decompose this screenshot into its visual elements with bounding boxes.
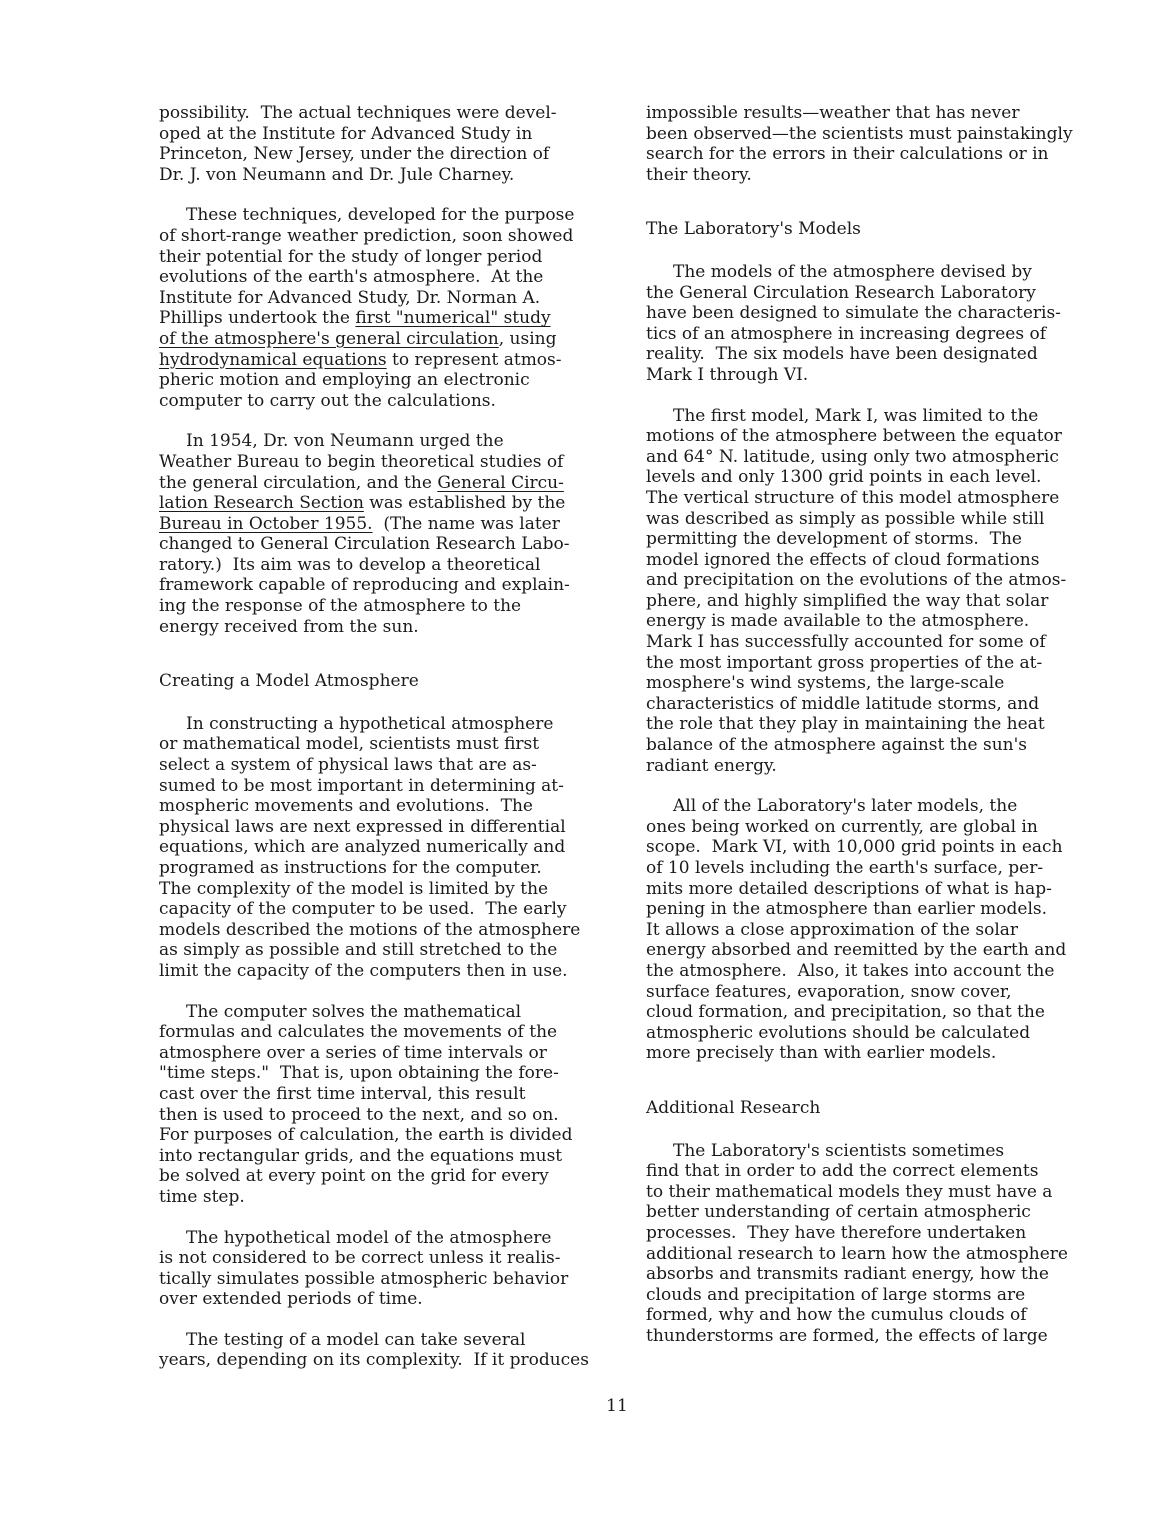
text-line: changed to General Circulation Research Labo- xyxy=(159,534,570,555)
underlined-phrase: lation Research Section xyxy=(159,493,364,514)
underlined-phrase: hydrodynamical equations xyxy=(159,349,387,370)
text-line: better understanding of certain atmospheric xyxy=(646,1202,1031,1223)
paragraph xyxy=(159,1330,607,1371)
text-line: additional research to learn how the atmosphere xyxy=(646,1243,1068,1264)
text-line: their theory. xyxy=(646,164,752,185)
text-line: The complexity of the model is limited by the xyxy=(159,878,549,899)
text-line: pening in the atmosphere than earlier models. xyxy=(646,899,1048,920)
text-line: The vertical structure of this model atmosphere xyxy=(646,487,1060,508)
text-line: cloud formation, and precipitation, so that the xyxy=(646,1002,1045,1023)
text-line: their potential for the study of longer period xyxy=(159,246,543,267)
text-line: physical laws are next expressed in differential xyxy=(159,816,566,837)
text-line: tically simulates possible atmospheric behavior xyxy=(159,1268,569,1289)
text-line: the General Circulation Research Laboratory xyxy=(646,282,1036,303)
text-line: Princeton, New Jersey, under the direction of xyxy=(159,144,550,165)
text-line: find that in order to add the correct elements xyxy=(646,1161,1039,1182)
text-line: In 1954, Dr. von Neumann urged the xyxy=(159,431,504,452)
text-line: search for the errors in their calculations or in xyxy=(646,144,1049,165)
text-line: balance of the atmosphere against the sun's xyxy=(646,735,1027,756)
text-line: Weather Bureau to begin theoretical studies of xyxy=(159,451,564,472)
text-line: atmosphere over a series of time intervals or xyxy=(159,1042,547,1063)
text-line: into rectangular grids, and the equations must xyxy=(159,1145,563,1166)
text-line: the atmosphere. Also, it takes into account the xyxy=(646,960,1055,981)
text-line: been observed—the scientists must painstakingly xyxy=(646,123,1073,144)
text-line: It allows a close approximation of the solar xyxy=(646,919,1019,940)
text-line: tics of an atmosphere in increasing degrees of xyxy=(646,323,1047,344)
text-line: surface features, evaporation, snow cover, xyxy=(646,981,1012,1002)
text-line: to their mathematical models they must have a xyxy=(646,1181,1053,1202)
text-line: The Laboratory's scientists sometimes xyxy=(646,1140,1005,1161)
text-line: motions of the atmosphere between the equator xyxy=(646,426,1062,447)
right-column xyxy=(646,103,1096,1346)
text-line: permitting the development of storms. The xyxy=(646,529,1022,550)
text-line: mosphere's wind systems, the large-scale xyxy=(646,673,1005,694)
text-line: formed, why and how the cumulus clouds of xyxy=(646,1305,1027,1326)
text-line: as simply as possible and still stretched to the xyxy=(159,940,558,961)
paragraph xyxy=(646,406,1096,777)
text-line: be solved at every point on the grid for every xyxy=(159,1166,549,1187)
text-line: pheric motion and employing an electronic xyxy=(159,370,530,391)
text-line: time step. xyxy=(159,1186,245,1207)
text-line: reality. The six models have been designated xyxy=(646,344,1038,365)
paragraph xyxy=(159,1002,607,1208)
text-line: programed as instructions for the computer. xyxy=(159,858,542,878)
text-line: the role that they play in maintaining the heat xyxy=(646,714,1045,735)
text-line: oped at the Institute for Advanced Study in xyxy=(159,123,533,144)
text-line: energy received from the sun. xyxy=(159,616,419,637)
text-line: The models of the atmosphere devised by xyxy=(646,261,1032,282)
text-line: energy is made available to the atmosphere. xyxy=(646,611,1030,632)
text-line: The testing of a model can take several xyxy=(159,1329,526,1350)
text-line: Dr. J. von Neumann and Dr. Jule Charney. xyxy=(159,164,515,185)
text-line: radiant energy. xyxy=(646,755,777,776)
paragraph xyxy=(646,103,1096,185)
paragraph xyxy=(646,1141,1096,1347)
text-line: The first model, Mark I, was limited to the xyxy=(646,405,1039,426)
text-line: limit the capacity of the computers then in use. xyxy=(159,960,568,981)
text-line: For purposes of calculation, the earth is divided xyxy=(159,1125,573,1146)
text-line: The computer solves the mathematical xyxy=(159,1001,522,1022)
underlined-phrase: first "numerical" study xyxy=(355,308,551,329)
text-line: ones being worked on currently, are global in xyxy=(646,816,1038,837)
text-line: In constructing a hypothetical atmosphere xyxy=(159,713,554,734)
text-line: or mathematical model, scientists must first xyxy=(159,734,540,755)
text-line: thunderstorms are formed, the effects of large xyxy=(646,1325,1048,1346)
section-heading: Additional Research xyxy=(646,1097,821,1118)
paragraph xyxy=(646,262,1096,386)
text-line: All of the Laboratory's later models, the xyxy=(646,796,1018,817)
page-number: 11 xyxy=(606,1396,628,1416)
text-line: was described as simply as possible while still xyxy=(646,508,1045,529)
text-line: framework capable of reproducing and explain- xyxy=(159,575,570,596)
text-line: The hypothetical model of the atmosphere xyxy=(159,1227,552,1248)
text-line: scope. Mark VI, with 10,000 grid points in each xyxy=(646,837,1063,858)
text-line: impossible results—weather that has never xyxy=(646,103,1020,123)
left-column xyxy=(159,103,607,1371)
text-line: more precisely than with earlier models. xyxy=(646,1043,997,1064)
text-line: formulas and calculates the movements of the xyxy=(159,1022,558,1043)
text-line: evolutions of the earth's atmosphere. At the xyxy=(159,267,544,288)
text-line: possibility. The actual techniques were devel- xyxy=(159,103,557,123)
text-line: of 10 levels including the earth's surface, per- xyxy=(646,858,1044,878)
text-line: and 64° N. latitude, using only two atmospheric xyxy=(646,446,1059,467)
paragraph: These techniques, developed for the purpose of short-range weather prediction, soon showed their potential for the study of longer period evolutions of the earth's atmosphere. At the Institute for Advanced Study, Dr. Norman A. Phillips undertook the first "numerical" study of the atmosphere's general circulation, using hydrodynamical equations to represent atmos- pheric motion and employing an electronic computer to carry out the calculations. xyxy=(159,205,607,411)
section-heading: The Laboratory's Models xyxy=(646,219,861,240)
text-line: Mark I has successfully accounted for some of xyxy=(646,632,1046,653)
text-line: "time steps." That is, upon obtaining the fore- xyxy=(159,1063,559,1084)
text-line: then is used to proceed to the next, and so on. xyxy=(159,1104,559,1125)
text-line: Mark I through VI. xyxy=(646,364,809,385)
text-line: These techniques, developed for the purpose xyxy=(159,205,575,226)
text-line: processes. They have therefore undertaken xyxy=(646,1222,1027,1243)
text-line: is not considered to be correct unless it realis- xyxy=(159,1248,561,1269)
text-line: atmospheric evolutions should be calculated xyxy=(646,1022,1031,1043)
paragraph xyxy=(646,796,1096,1064)
text-line: over extended periods of time. xyxy=(159,1289,423,1310)
text-line: of short-range weather prediction, soon showed xyxy=(159,225,574,246)
paragraph xyxy=(159,103,607,185)
text-line: models described the motions of the atmosphere xyxy=(159,919,581,940)
text-line: select a system of physical laws that are as- xyxy=(159,755,537,776)
text-line: energy absorbed and reemitted by the earth and xyxy=(646,940,1067,961)
text-line: Institute for Advanced Study, Dr. Norman A. xyxy=(159,287,541,308)
text-line: clouds and precipitation of large storms are xyxy=(646,1284,1026,1305)
section-heading: Creating a Model Atmosphere xyxy=(159,671,419,692)
underlined-phrase: of the atmosphere's general circulation xyxy=(159,328,499,349)
text-line: years, depending on its complexity. If it produces xyxy=(159,1350,589,1371)
text-line: have been designed to simulate the characteris- xyxy=(646,303,1061,324)
text-line: characteristics of middle latitude storms, and xyxy=(646,693,1040,714)
paragraph xyxy=(159,1228,607,1310)
text-line: phere, and highly simplified the way that solar xyxy=(646,590,1049,611)
text-line: cast over the first time interval, this result xyxy=(159,1083,526,1104)
text-line: ratory.) Its aim was to develop a theoretical xyxy=(159,554,541,575)
text-line: model ignored the effects of cloud formations xyxy=(646,549,1040,570)
text-line: capacity of the computer to be used. The early xyxy=(159,899,567,920)
text-line: equations, which are analyzed numerically and xyxy=(159,837,566,858)
text-line: mospheric movements and evolutions. The xyxy=(159,796,533,817)
underlined-phrase: Bureau in October 1955. xyxy=(159,513,373,534)
text-line: levels and only 1300 grid points in each level. xyxy=(646,467,1042,488)
paragraph xyxy=(159,714,607,982)
text-line: the most important gross properties of the at- xyxy=(646,652,1043,673)
text-line: and precipitation on the evolutions of the atmos- xyxy=(646,570,1067,591)
underlined-phrase: General Circu- xyxy=(437,472,564,493)
text-line: sumed to be most important in determining at- xyxy=(159,775,564,796)
text-line: ing the response of the atmosphere to the xyxy=(159,596,522,617)
text-line: mits more detailed descriptions of what is hap- xyxy=(646,878,1052,899)
text-line: computer to carry out the calculations. xyxy=(159,390,496,411)
paragraph: In 1954, Dr. von Neumann urged the Weather Bureau to begin theoretical studies of the general circulation, and the General Circu- lation Research Section was established by the Bureau in October 1955. (The name was later changed to General Circulation Research Labo- ratory.) Its aim was to develop a theoretical framework capable of reproducing and explain- ing the response of the atmosphere to the energy received from the sun. xyxy=(159,431,607,637)
text-line: absorbs and transmits radiant energy, how the xyxy=(646,1264,1049,1285)
